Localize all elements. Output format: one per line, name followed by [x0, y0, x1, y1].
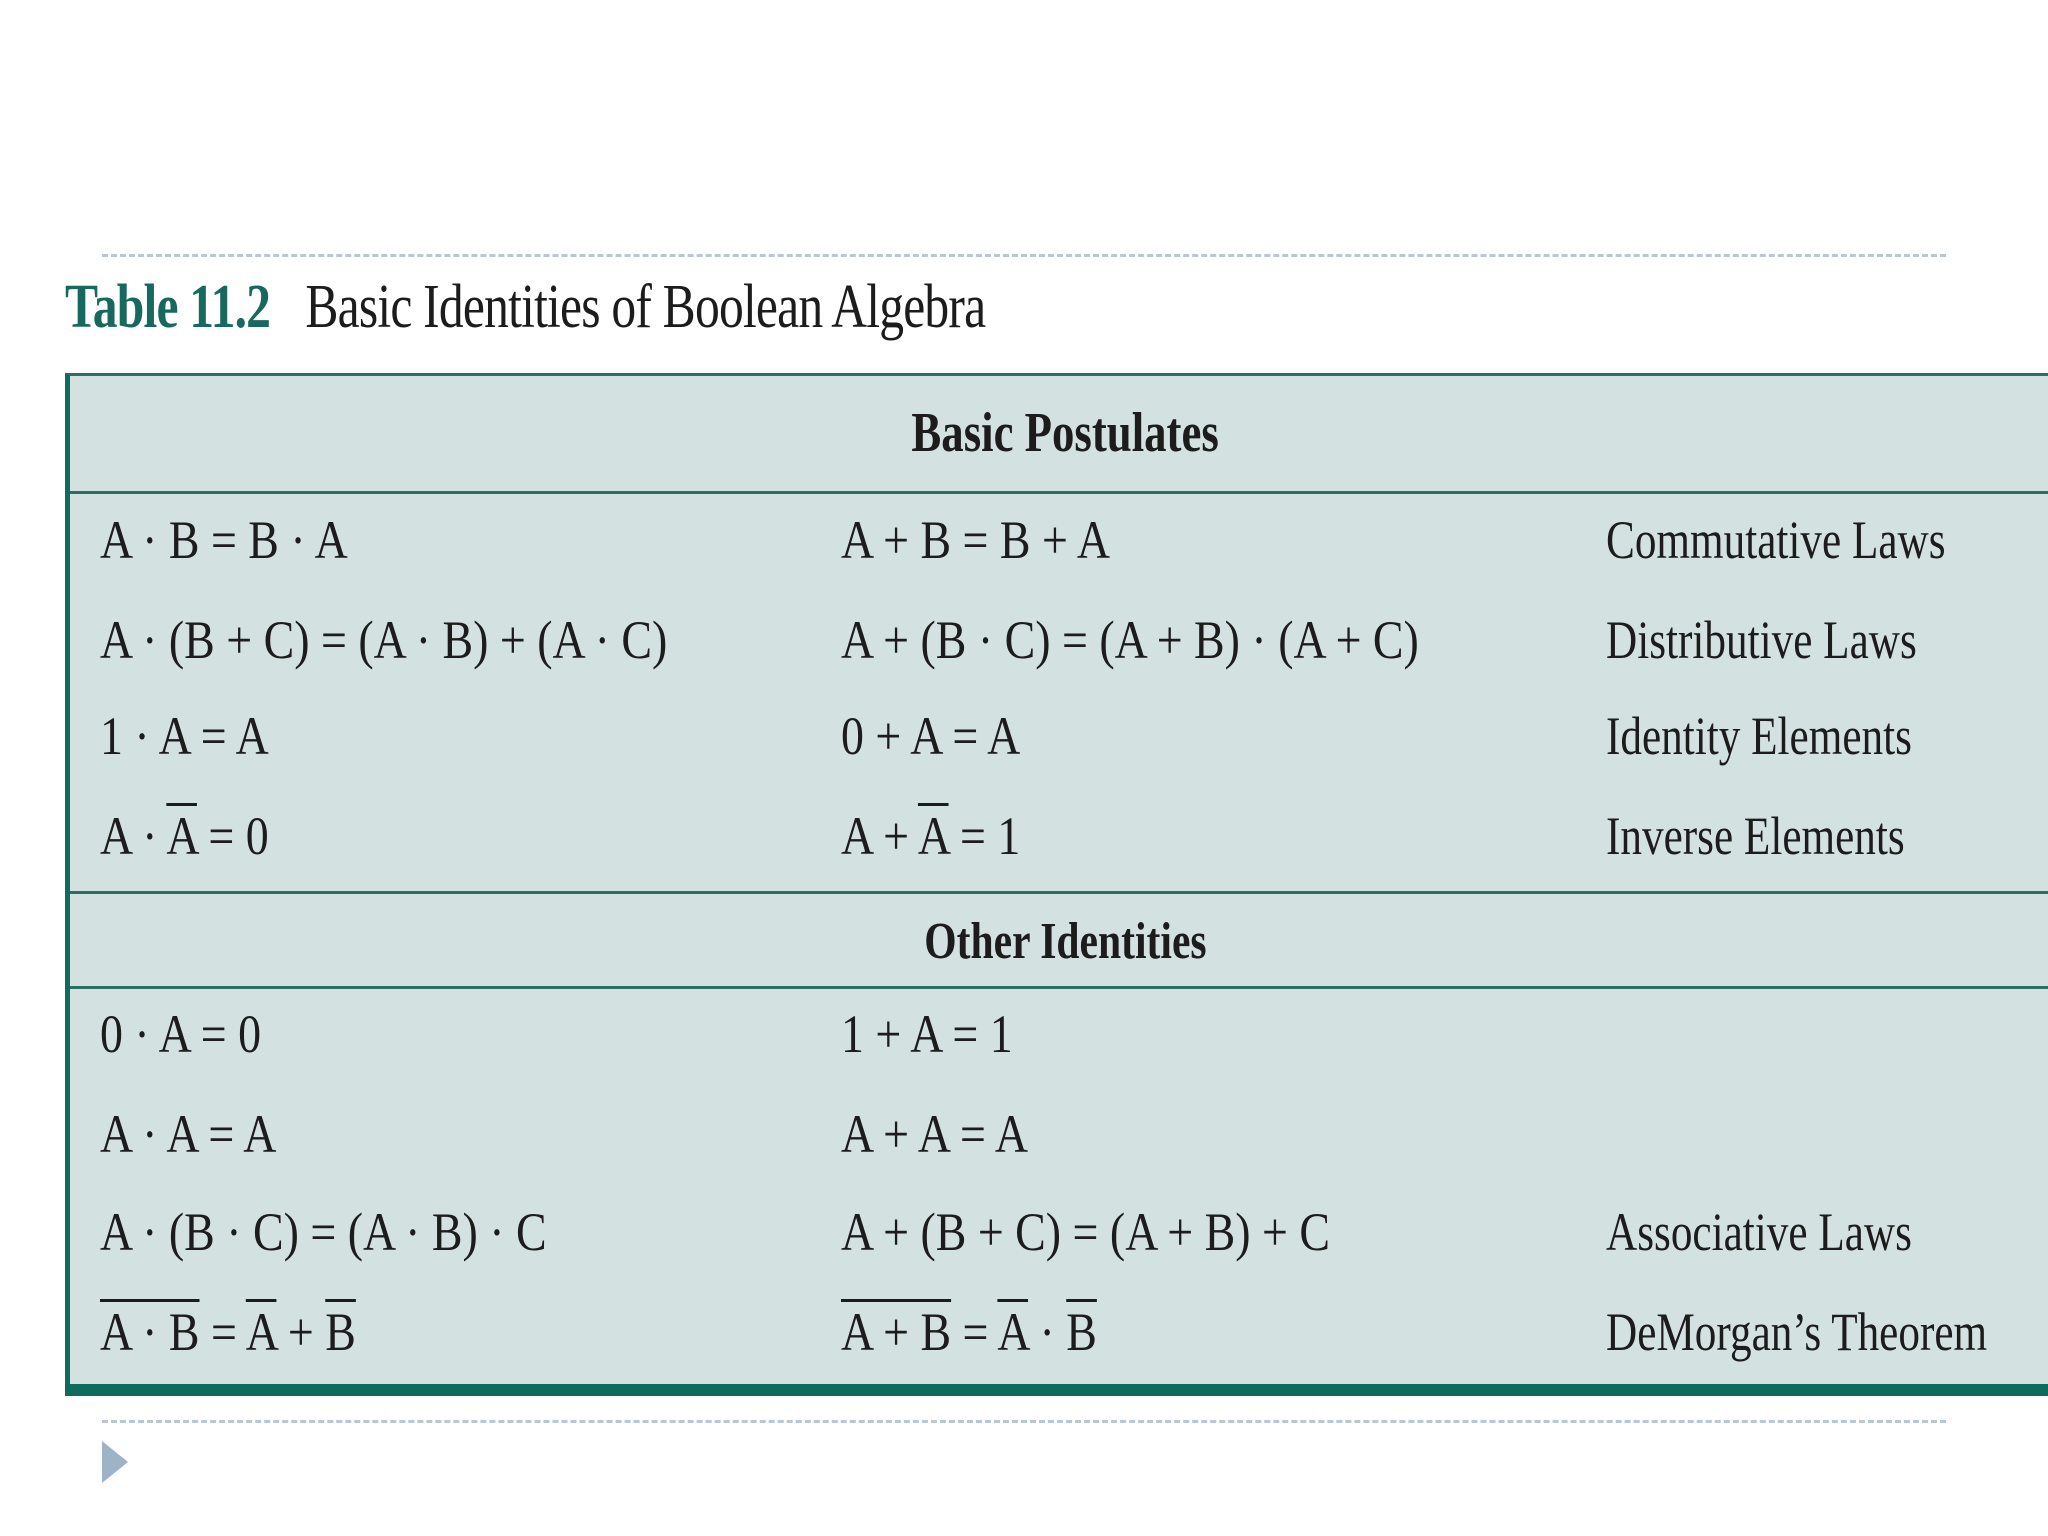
law-name: Associative Laws [1606, 1202, 1912, 1262]
or-identity: A + (B · C) = (A + B) · (A + C) [841, 610, 1419, 670]
and-identity: A · (B + C) = (A · B) + (A · C) [100, 610, 668, 670]
and-identity: $A \cdot B = \overline{A} + \overline{B}$ [100, 1302, 356, 1362]
or-identity: 0 + A = A [841, 706, 1021, 766]
and-identity: 1 · A = A [100, 706, 269, 766]
or-identity: 1 + A = 1 [841, 1004, 1013, 1064]
top-divider [102, 254, 1946, 257]
and-identity: $A \cdot \overline{A} = 0$ [100, 806, 269, 866]
law-name: DeMorgan’s Theorem [1606, 1302, 1988, 1362]
section-heading: Basic Postulates [911, 402, 1219, 464]
table-number: Table 11.2 [65, 273, 271, 341]
and-identity: A · A = A [100, 1104, 277, 1164]
law-name: Inverse Elements [1606, 806, 1905, 866]
bottom-divider [102, 1420, 1946, 1423]
divider [70, 491, 2048, 494]
identities-table [65, 373, 2048, 1396]
and-identity: A · B = B · A [100, 510, 348, 570]
or-identity: A + (B + C) = (A + B) + C [841, 1202, 1331, 1262]
table-row [70, 1292, 2048, 1372]
bullet-triangle-icon [102, 1441, 128, 1483]
table-row [70, 994, 2048, 1074]
law-name: Commutative Laws [1606, 510, 1946, 570]
table-caption [65, 272, 985, 343]
law-name: Identity Elements [1606, 706, 1912, 766]
and-identity: A · (B · C) = (A · B) · C [100, 1202, 547, 1262]
table-row [70, 696, 2048, 776]
or-identity: A + B = B + A [841, 510, 1110, 570]
table-row [70, 1094, 2048, 1174]
and-identity: 0 · A = 0 [100, 1004, 262, 1064]
table-row [70, 1192, 2048, 1272]
section-heading: Other Identities [923, 913, 1207, 970]
or-identity: $A + B = \overline{A} \cdot \overline{B}$ [841, 1302, 1097, 1362]
divider [70, 986, 2048, 989]
table-row [70, 796, 2048, 876]
law-name: Distributive Laws [1606, 610, 1917, 670]
table-title: Basic Identities of Boolean Algebra [305, 273, 986, 341]
table-row [70, 500, 2048, 580]
or-identity: $A + \overline{A} = 1$ [841, 806, 1021, 866]
table-row [70, 600, 2048, 680]
or-identity: A + A = A [841, 1104, 1028, 1164]
